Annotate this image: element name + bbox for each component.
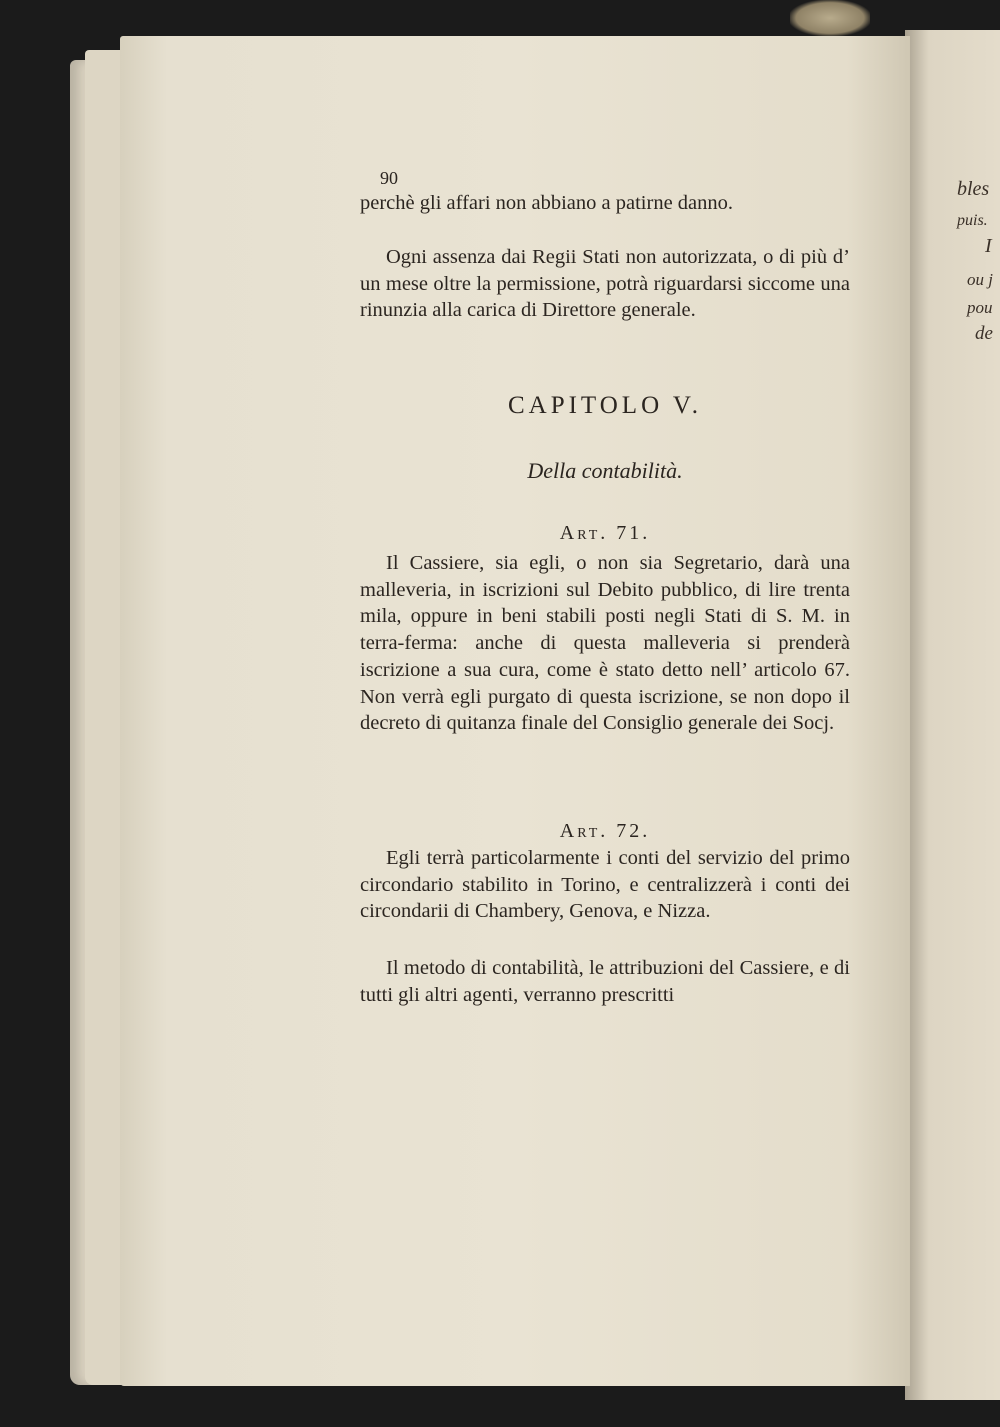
paragraph-absence — [360, 244, 850, 324]
chapter-title: CAPITOLO V. — [507, 392, 703, 419]
article-72-heading: Art. 72. — [559, 820, 651, 842]
continued-line-text: perchè gli affari non abbiano a patirne danno. — [360, 192, 734, 214]
facing-page-fragment: puis. — [957, 212, 988, 229]
binding-string — [790, 0, 870, 36]
facing-page-fragment: I — [985, 235, 992, 257]
facing-page-fragment: pou — [967, 298, 993, 317]
page-number: 90 — [380, 168, 398, 188]
article-72-text: Egli terrà particolarmente i conti del servizio del primo circondario stabilito in Torino, e centralizzerà i conti dei circondarii di Chambery, Genova, e Nizza. — [360, 847, 850, 923]
article-71-heading: Art. 71. — [559, 522, 651, 544]
chapter-subtitle: Della contabilità. — [527, 458, 683, 483]
facing-page — [905, 30, 1000, 1400]
paragraph-method-text: Il metodo di contabilità, le attribuzioni del Cassiere, e di tutti gli altri agenti, verranno prescritti — [360, 957, 850, 1006]
paragraph-absence-text: Ogni assenza dai Regii Stati non autorizzata, o di più d’ un mese oltre la permissione, potrà riguardarsi siccome una rinunzia alla carica di Direttore generale. — [360, 246, 850, 322]
continued-line — [360, 190, 850, 217]
article-71-body — [360, 550, 850, 737]
paragraph-method — [360, 955, 850, 1008]
facing-page-fragment: de — [975, 323, 993, 344]
article-71-text: Il Cassiere, sia egli, o non sia Segretario, darà una malleveria, in iscrizioni sul Debito pubblico, di lire trenta mila, oppure in beni stabili posti negli Stati di S. M. in terra-ferma: anche di questa malleveria si prenderà iscrizione a sua cura, come è stato detto nell’ articolo 67. Non verrà egli purgato di questa iscrizione, se non dopo il decreto di quitanza finale del Consiglio generale dei Socj. — [360, 552, 850, 735]
article-72-body — [360, 845, 850, 925]
facing-page-fragment: bles — [957, 178, 990, 200]
facing-page-fragment: ou j — [967, 270, 993, 289]
